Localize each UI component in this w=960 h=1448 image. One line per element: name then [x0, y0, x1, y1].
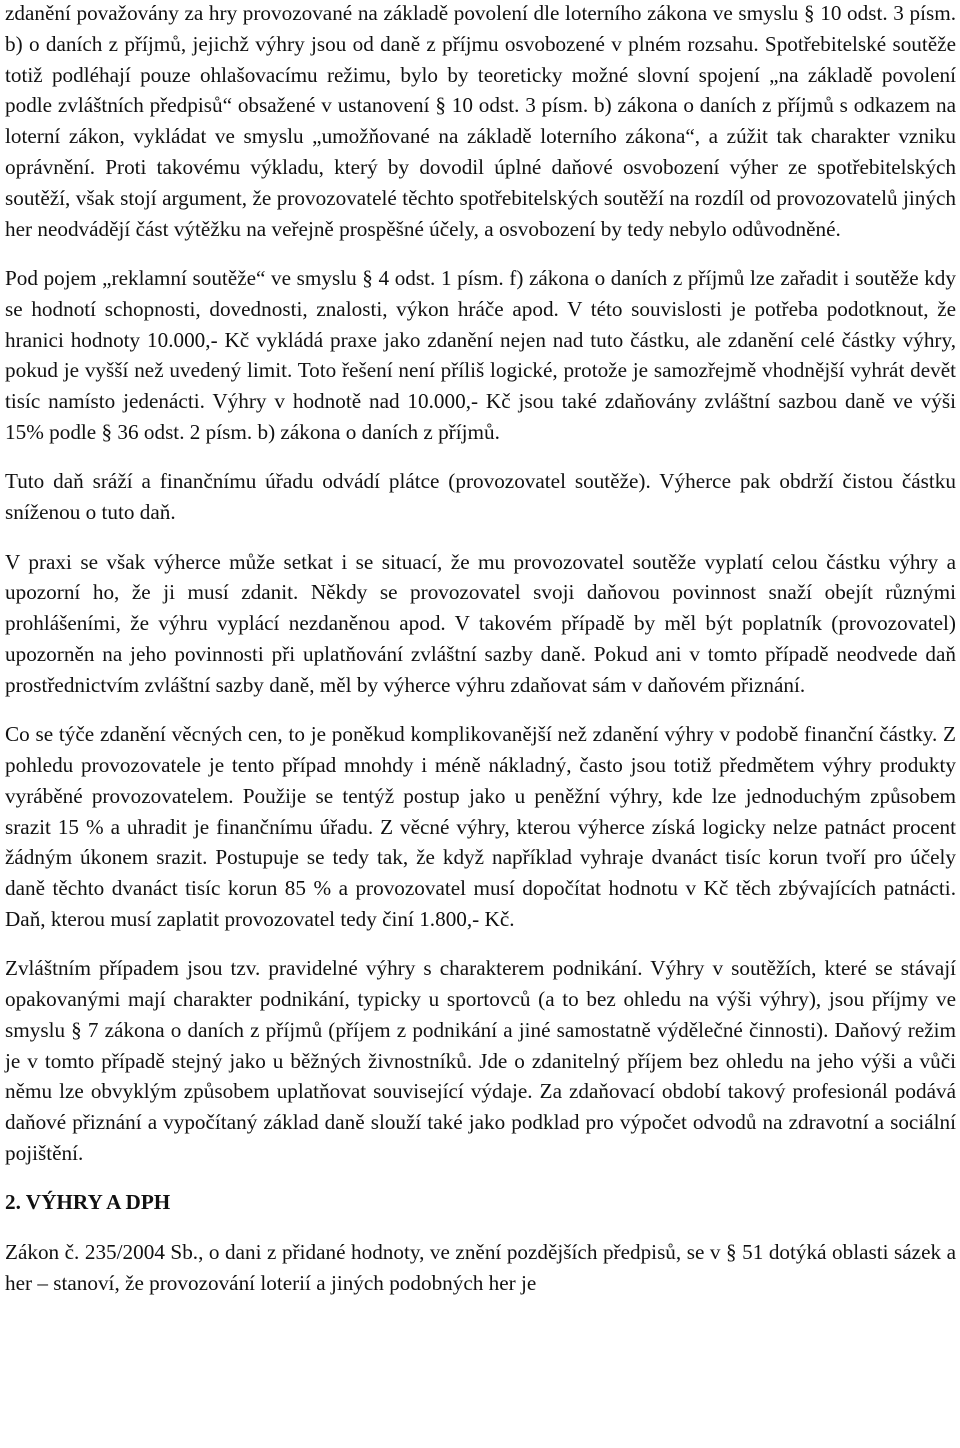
paragraph-practice: V praxi se však výherce může setkat i se situací, že mu provozovatel soutěže vyplatí celou částku výhry a upozorní ho, že ji musí zdanit. Někdy se provozovatel svoji daňovou povinnost snaží obejít různými prohlášeními, že výhru vyplácí nezdaněnou apod. V takovém případě by měl být poplatník (provozovatel) upozorněn na jeho povinnosti při uplatňování zvláštní sazby daně. Pokud ani v tomto případě neodvede daň prostřednictvím zvláštní sazby daně, měl by výherce výhru zdaňovat sám v daňovém přiznání.: [5, 549, 956, 697]
paragraph-advertising-contests: Pod pojem „reklamní soutěže“ ve smyslu § 4 odst. 1 písm. f) zákona o daních z příjmů lze zařadit i soutěže kdy se hodnotí schopnosti, dovednosti, znalosti, výkon hráče apod. V této souvislosti je potřeba podotknout, že hranici hodnoty 10.000,- Kč vykládá praxe jako zdanění nejen nad tuto částku, ale zdanění celé částky výhry, pokud je vyšší než uvedený limit. Toto řešení není příliš logické, protože je samozřejmě vhodnější vyhrát devět tisíc namísto jedenácti. Výhry v hodnotě nad 10.000,- Kč jsou také zdaňovány zvláštní sazbou daně ve výši 15% podle § 36 odst. 2 písm. b) zákona o daních z příjmů.: [5, 265, 956, 444]
document-page: [5, 0, 956, 1317]
section-heading: 2. VÝHRY A DPH: [5, 1190, 171, 1215]
paragraph-regular-winnings: Zvláštním případem jsou tzv. pravidelné výhry s charakterem podnikání. Výhry v soutěžích, které se stávají opakovanými mají charakter podnikání, typicky u sportovců (a to bez ohledu na výši výhry), jsou příjmy ve smyslu § 7 zákona o daních z příjmů (příjem z podnikání a jiné samostatně výdělečné činnosti). Daňový režim je v tomto případě stejný jako u běžných živnostníků. Jde o zdanitelný příjem bez ohledu na jeho výši a vůči němu lze obvyklým způsobem uplatňovat související výdaje. Za zdaňovací období takový profesionál podává daňové přiznání a vypočítaný základ daně slouží také jako podklad pro výpočet odvodů na zdravotní a sociální pojištění.: [5, 956, 956, 1166]
paragraph-lottery-law: zdanění považovány za hry provozované na základě povolení dle loterního zákona ve smyslu § 10 odst. 3 písm. b) o daních z příjmů, jejichž výhry jsou od daně z příjmu osvobozené v plném rozsahu. Spotřebitelské soutěže totiž podléhají pouze ohlašovacímu režimu, bylo by teoreticky možné slovní spojení „na základě povolení podle zvláštních předpisů“ obsažené v ustanovení § 10 odst. 3 písm. b) zákona o daních z příjmů s odkazem na loterní zákon, vykládat ve smyslu „umožňované na základě loterního zákona“, a zúžit tak charakter vzniku oprávnění. Proti takovému výkladu, který by dovodil úplné daňové osvobození výher ze spotřebitelských soutěží, však stojí argument, že provozovatelé těchto spotřebitelských soutěží na rozdíl od provozovatelů jiných her neodvádějí část výtěžku na veřejně prospěšné účely, a osvobození by tedy nebylo odůvodněné.: [5, 1, 956, 241]
paragraph-vat-law: Zákon č. 235/2004 Sb., o dani z přidané hodnoty, ve znění pozdějších předpisů, se v § 51 dotýká oblasti sázek a her – stanoví, že provozování loterií a jiných podobných her je: [5, 1239, 956, 1295]
paragraph-material-prizes: Co se týče zdanění věcných cen, to je poněkud komplikovanější než zdanění výhry v podobě finanční částky. Z pohledu provozovatele je tento případ mnohdy i méně nákladný, často jsou totiž předmětem výhry produkty vyráběné provozovatelem. Použije se tentýž postup jako u peněžní výhry, kde lze jednoduchým způsobem srazit 15 % a uhradit je finančnímu úřadu. Z věcné výhry, kterou výherce získá logicky nelze patnáct procent žádným úkonem srazit. Postupuje se tedy tak, že když například vyhraje dvanáct tisíc korun tvoří pro účely daně těchto dvanáct tisíc korun 85 % a provozovatel musí dopočítat hodnotu v Kč těch zbývajících patnácti. Daň, kterou musí zaplatit provozovatel tedy činí 1.800,- Kč.: [5, 722, 956, 931]
paragraph-withholding-tax: Tuto daň sráží a finančnímu úřadu odvádí plátce (provozovatel soutěže). Výherce pak obdrží čistou částku sníženou o tuto daň.: [5, 469, 956, 525]
